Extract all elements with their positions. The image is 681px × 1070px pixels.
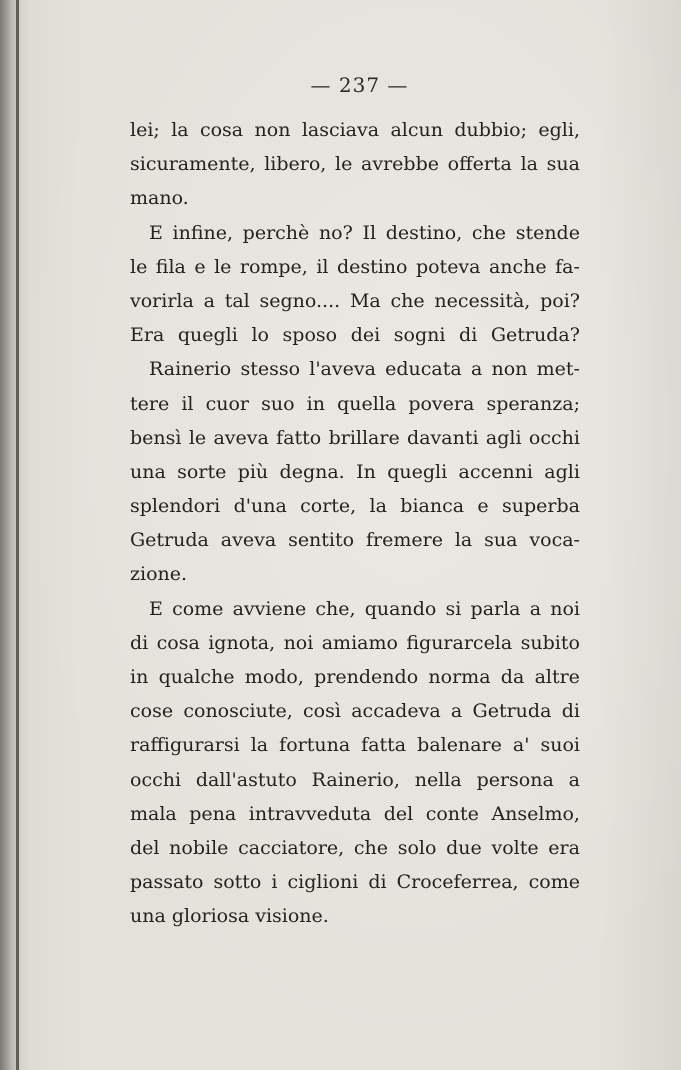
page-number: — 237 — [310, 73, 409, 97]
text-line: E come avviene che, quando si parla a noi [149, 597, 580, 620]
text-line: E infine, perchè no? Il destino, che stende [149, 221, 580, 244]
text-line: passato sotto i ciglioni di Croceferrea, come [130, 871, 580, 894]
text-line: sicuramente, libero, le avrebbe offerta la sua [130, 153, 580, 176]
text-line: del nobile cacciatore, che solo due volte era [130, 836, 580, 859]
text-line: di cosa ignota, noi amiamo figurarcela subito [130, 631, 580, 654]
text-line: Era quegli lo sposo dei sogni di Getruda? [130, 324, 580, 347]
text-line: cose conosciute, così accadeva a Getruda di [130, 700, 580, 723]
text-line: mano. [130, 187, 189, 210]
text-line: Getruda aveva sentito fremere la sua voca- [130, 529, 580, 552]
text-line: bensì le aveva fatto brillare davanti agli occhi [130, 426, 580, 449]
body-text [130, 113, 580, 934]
text-line: tere il cuor suo in quella povera speranza; [130, 392, 580, 415]
text-line: mala pena intravveduta del conte Anselmo, [130, 802, 580, 825]
text-line: una sorte più degna. In quegli accenni agli [130, 460, 580, 483]
text-line: Rainerio stesso l'aveva educata a non met- [149, 358, 580, 381]
text-line: lei; la cosa non lasciava alcun dubbio; egli, [130, 119, 580, 141]
text-line: occhi dall'astuto Rainerio, nella persona a [130, 768, 580, 791]
text-line: splendori d'una corte, la bianca e superba [130, 495, 580, 518]
binding-edge [0, 0, 30, 1070]
text-line: una gloriosa visione. [130, 905, 329, 928]
text-line: vorirla a tal segno.... Ma che necessità, poi? [130, 289, 580, 312]
text-line: zione. [130, 563, 188, 586]
text-line: raffigurarsi la fortuna fatta balenare a' suoi [130, 734, 580, 757]
text-line: in qualche modo, prendendo norma da altre [130, 666, 580, 688]
text-line: le fila e le rompe, il destino poteva anche fa- [130, 255, 580, 278]
binding-line [16, 0, 19, 1070]
